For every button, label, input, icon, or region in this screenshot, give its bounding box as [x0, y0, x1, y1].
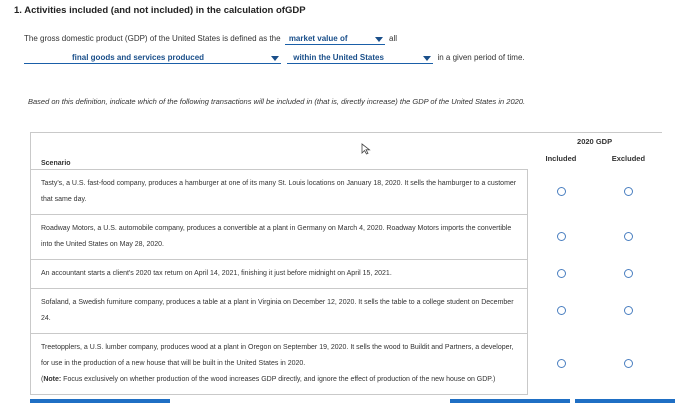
definition-text-3: in a given period of time.: [437, 53, 525, 62]
excluded-radio[interactable]: [624, 187, 633, 196]
excluded-radio[interactable]: [624, 232, 633, 241]
chevron-down-icon: [271, 56, 279, 61]
included-radio[interactable]: [557, 359, 566, 368]
chevron-down-icon: [375, 37, 383, 42]
note-paren: (: [41, 376, 44, 383]
goods-services-dropdown-value: final goods and services produced: [72, 53, 205, 62]
included-header: Included: [545, 153, 577, 163]
included-radio[interactable]: [557, 232, 566, 241]
table-row: [31, 170, 663, 215]
scenario-cell: Sofaland, a Swedish furniture company, produces a table at a plant in Virginia on December 12, 2020. It sells the table to a college student on December 24.: [31, 289, 528, 334]
definition-text-2: all: [389, 34, 398, 43]
definition-text-1: The gross domestic product (GDP) of the United States is defined as the: [24, 34, 281, 43]
scenario-cell: An accountant starts a client's 2020 tax return on April 14, 2021, finishing it just before midnight on April 15, 2021.: [31, 260, 528, 289]
chevron-down-icon: [423, 56, 431, 61]
location-dropdown[interactable]: [287, 53, 433, 64]
gdp-group-header: 2020 GDP: [527, 133, 662, 150]
table-row: [31, 289, 663, 334]
bottom-button-middle[interactable]: [450, 399, 570, 403]
table-row: [31, 334, 663, 395]
excluded-radio[interactable]: [624, 269, 633, 278]
note-label: Note:: [43, 376, 62, 383]
included-radio[interactable]: [557, 187, 566, 196]
scenario-cell: [31, 334, 528, 395]
definition-line-2: [22, 53, 525, 64]
scenario-cell: Roadway Motors, a U.S. automobile company, produces a convertible at a plant in Germany on March 4, 2020. Roadway Motors imports the convertible into the United States on May 28, 2020.: [31, 215, 528, 260]
included-radio[interactable]: [557, 269, 566, 278]
question-heading: 1. Activities included (and not included) in the calculation ofGDP: [14, 5, 306, 16]
excluded-radio[interactable]: [624, 359, 633, 368]
scenario-cell: Tasty's, a U.S. fast-food company, produces a hamburger at one of its many St. Louis locations on January 18, 2020. It sells the hamburger to a customer that same day.: [31, 170, 528, 215]
excluded-radio[interactable]: [624, 306, 633, 315]
location-dropdown-value: within the United States: [293, 53, 384, 62]
definition-line-1: [24, 34, 397, 45]
note-text: Focus exclusively on whether production of the wood increases GDP directly, and ignore the effect of production of the new house on GDP.): [61, 376, 496, 383]
scenario-text: Treetopplers, a U.S. lumber company, produces wood at a plant in Oregon on September 19, 2020. It sells the wood to Buildit and Partners, a developer, for use in the production of a new house that will be built in the United States in 2020.: [41, 344, 514, 367]
scenario-header: Scenario: [31, 133, 528, 170]
market-value-dropdown[interactable]: [285, 34, 385, 45]
bottom-button-left[interactable]: [30, 399, 170, 403]
excluded-header: Excluded: [611, 153, 646, 163]
gdp-table: [30, 132, 662, 395]
included-radio[interactable]: [557, 306, 566, 315]
table-row: [31, 260, 663, 289]
instruction-text: Based on this definition, indicate which of the following transactions will be included in (that is, directly increase) the GDP of the United States in 2020.: [28, 97, 526, 106]
market-value-dropdown-value: market value of: [288, 34, 348, 43]
goods-services-dropdown[interactable]: [24, 53, 281, 64]
table-row: [31, 215, 663, 260]
bottom-button-right[interactable]: [575, 399, 675, 403]
